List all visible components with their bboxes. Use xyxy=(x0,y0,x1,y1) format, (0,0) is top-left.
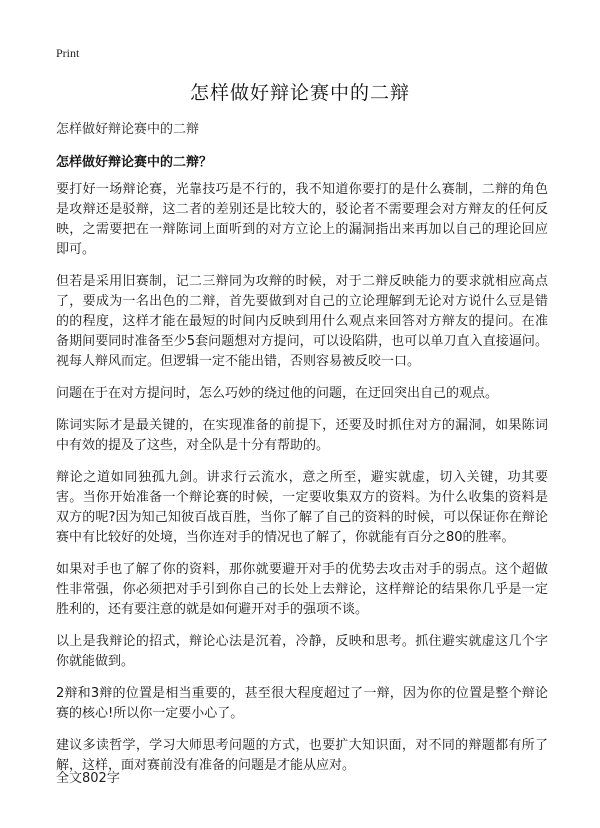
paragraph-4: 陈词实际才是最关键的，在实现准备的前提下，还要及时抓住对方的漏洞，如果陈词中有效的提及了这些，对全队是十分有帮助的。 xyxy=(56,418,548,453)
paragraph-7: 以上是我辩论的招式，辩论心法是沉着，冷静，反映和思考。抓住避实就虚这几个字你就能做到。 xyxy=(56,634,548,669)
article-body xyxy=(56,180,548,788)
article-question-heading: 怎样做好辩论赛中的二辩？ xyxy=(56,155,213,170)
paragraph-6: 如果对手也了解了你的资料，那你就要避开对手的优势去攻击对手的弱点。这个超做性非常强，你必须把对手引到你自己的长处上去辩论，这样辩论的结果你几乎是一定胜利的，还有要注意的就是如何避开对手的强项不谈。 xyxy=(56,562,548,617)
paragraph-9: 建议多读哲学，学习大师思考问题的方式，也要扩大知识面，对不同的辩题都有所了解，这样，面对赛前没有准备的问题是才能从应对。 xyxy=(56,738,548,773)
paragraph-3: 问题在于在对方提问时，怎么巧妙的绕过他的问题，在迂回突出自己的观点。 xyxy=(56,386,499,401)
paragraph-2: 但若是采用旧赛制，记二三辩同为攻辩的时候，对于二辩反映能力的要求就相应高点了，要成为一名出色的二辩，首先要做到对自己的立论理解到无论对方说什么豆是错的的程度，这样才能在最短的时间内反映到用什么观点来回答对方辩友的提问。在准备期间要同时准备至少5套问题想对方提问，可以设陷阱，也可以单刀直入直接逼问。视每人辩风而定。但逻辑一定不能出错，否则容易被反咬一口。 xyxy=(56,274,548,369)
print-link[interactable]: Print xyxy=(56,46,80,60)
article-subtitle: 怎样做好辩论赛中的二辩 xyxy=(56,122,200,137)
paragraph-8: 2辩和3辩的位置是相当重要的，甚至很大程度超过了一辩，因为你的位置是整个辩论赛的核心!所以你一定要小心了。 xyxy=(56,686,548,721)
paragraph-5: 辩论之道如同独孤九剑。讲求行云流水，意之所至，避实就虚，切入关键，功其要害。当你开始准备一个辩论赛的时候，一定要收集双方的资料。为什么收集的资料是双方的呢?因为知己知彼百战百胜，当你了解了自己的资料的时候，可以保证你在辩论赛中有比较好的处境，当你连对手的情况也了解了，你就能有百分之80的胜率。 xyxy=(56,470,548,545)
paragraph-1: 要打好一场辩论赛，光靠技巧是不行的，我不知道你要打的是什么赛制，二辩的角色是攻辩还是驳辩，这二者的差别还是比较大的，驳论者不需要理会对方辩友的任何反映，之需要把在一辩陈词上面听到的对方立论上的漏洞指出来再加以自己的理论回应即可。 xyxy=(56,182,548,257)
page-title: 怎样做好辩论赛中的二辩 xyxy=(189,82,410,104)
word-count: 全文802字 xyxy=(56,771,120,786)
